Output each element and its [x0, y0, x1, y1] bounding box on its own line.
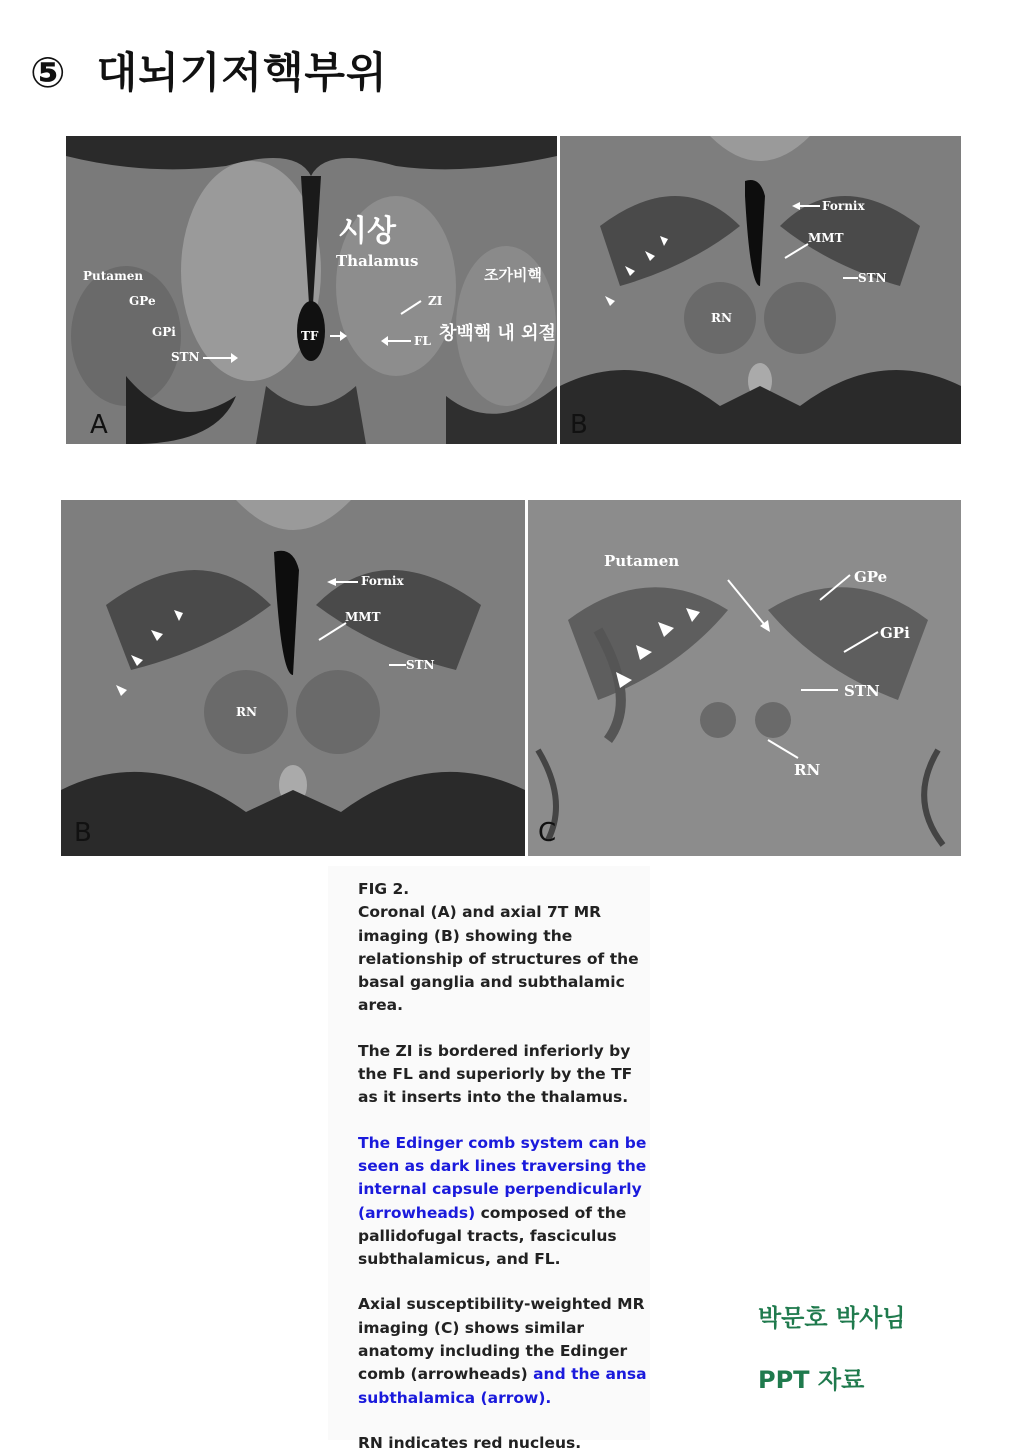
page-title — [30, 40, 388, 100]
panel-label-a: A — [90, 410, 108, 440]
caption-paragraph-2: The ZI is bordered inferiorly by the FL and superiorly by the TF as it inserts into the thalamus. — [358, 1041, 633, 1107]
section-number: ⑤ — [30, 48, 67, 97]
figure-panel-b-bottom — [61, 500, 525, 856]
panel-label-c: C — [538, 818, 557, 848]
zi-label: ZI — [428, 294, 443, 308]
rn-label: RN — [236, 705, 257, 719]
stn-label: STN — [406, 658, 435, 672]
axial-mri-image-bottom — [61, 500, 525, 856]
putamen-label: Putamen — [83, 269, 144, 283]
gpi-label: GPi — [880, 624, 910, 642]
stn-label: STN — [858, 271, 887, 285]
caption-paragraph-4 — [328, 1293, 650, 1409]
korean-globus-pallidus-label: 창백핵 내 외절 — [439, 323, 556, 344]
figure-caption — [328, 866, 650, 1452]
panel-label-b: B — [570, 410, 588, 440]
caption-p4-start: Axial susceptibility-weighted MR imaging (C) shows similar anatomy including the Edinger comb (arrowheads) — [358, 1295, 645, 1384]
caption-p3-blue: The Edinger comb system can be seen as dark lines traversing the internal capsule perpendicularly (arrowheads) — [358, 1133, 647, 1222]
swi-mri-image — [528, 500, 961, 856]
gpe-label: GPe — [854, 568, 888, 586]
mmt-label: MMT — [345, 610, 381, 624]
fornix-label: Fornix — [361, 574, 404, 588]
rn-label: RN — [794, 761, 821, 779]
fornix-label: Fornix — [822, 199, 865, 213]
figure-panel-c — [528, 500, 961, 856]
fl-label: FL — [414, 334, 431, 348]
figure-panel-a — [66, 136, 557, 444]
korean-thalamus-label: 시상 — [338, 214, 396, 249]
credit-source: PPT 자료 — [758, 1366, 865, 1394]
axial-mri-image-top — [560, 136, 961, 444]
caption-paragraph-3 — [328, 1132, 650, 1272]
figure-panel-b-top — [560, 136, 961, 444]
credit-author: 박문호 박사님 — [758, 1304, 906, 1332]
gpe-label: GPe — [129, 294, 156, 308]
caption-p3-rest: composed of the pallidofugal tracts, fasciculus subthalamicus, and FL. — [358, 1203, 627, 1269]
caption-p4-blue: and the ansa subthalamica (arrow). — [358, 1365, 647, 1407]
caption-fig-label: FIG 2. — [358, 880, 410, 898]
caption-paragraph-1: Coronal (A) and axial 7T MR imaging (B) showing the relationship of structures of the basal ganglia and subthalamic area. — [358, 903, 639, 1015]
panel-label-b-bottom: B — [74, 818, 92, 848]
section-title: 대뇌기저핵부위 — [96, 48, 388, 97]
korean-putamen-label: 조가비핵 — [484, 266, 542, 284]
caption-paragraph-5: RN indicates red nucleus. — [358, 1433, 582, 1452]
stn-label: STN — [844, 682, 880, 700]
rn-label: RN — [711, 311, 732, 325]
mmt-label: MMT — [808, 231, 844, 245]
gpi-label: GPi — [152, 325, 176, 339]
putamen-label: Putamen — [604, 552, 680, 570]
stn-label: STN — [171, 350, 200, 364]
coronal-mri-image — [66, 136, 557, 444]
tf-label: TF — [301, 329, 319, 343]
thalamus-label: Thalamus — [336, 252, 419, 270]
